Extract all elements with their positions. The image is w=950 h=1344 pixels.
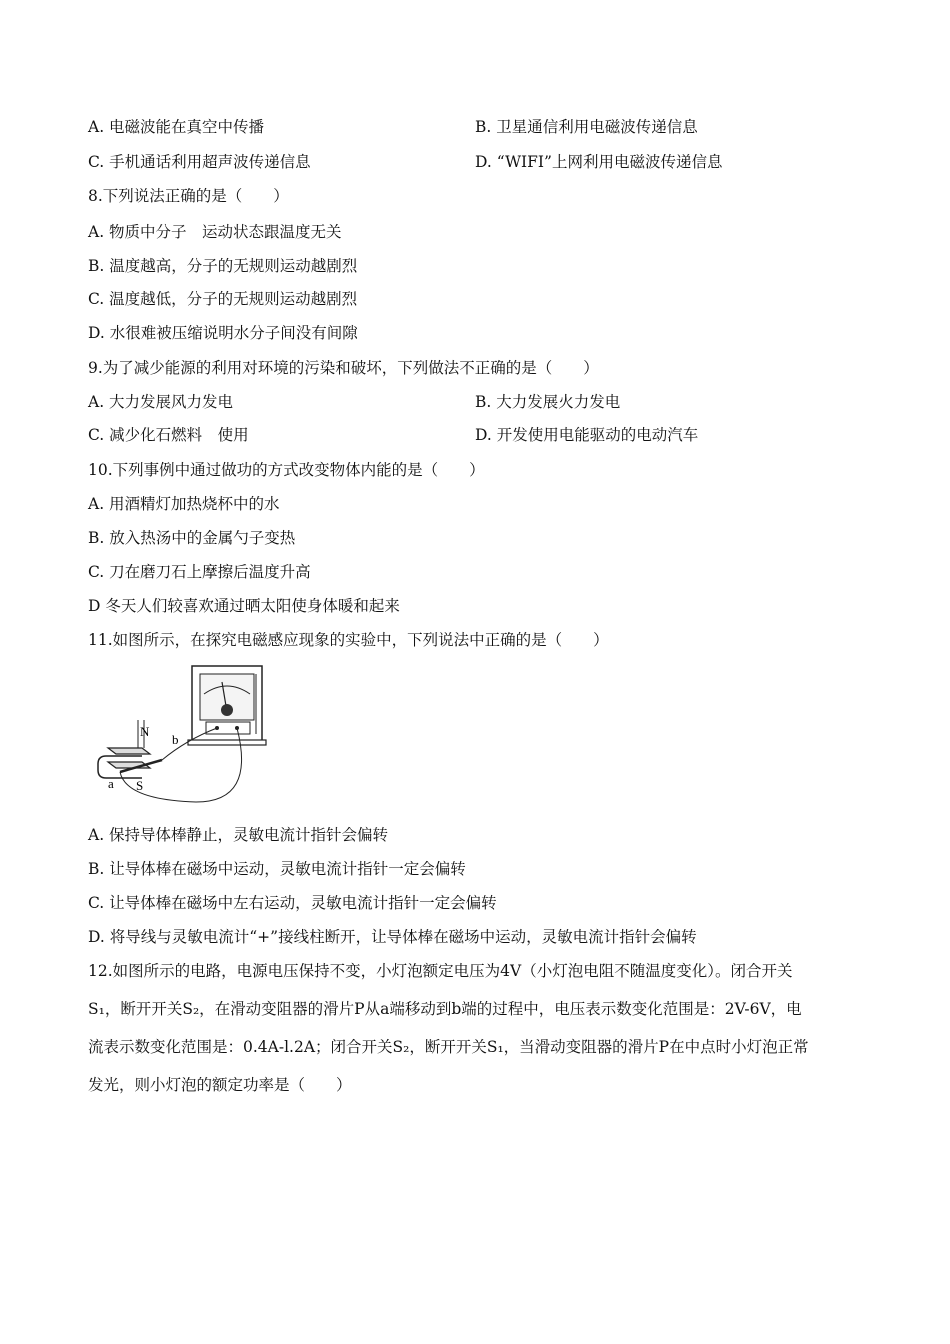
q9-stem: 9.为了减少能源的利用对环境的污染和破坏，下列做法不正确的是（ ） [88, 359, 599, 377]
q10-option-b: B. 放入热汤中的金属勺子变热 [88, 529, 296, 547]
q9-option-b: B. 大力发展火力发电 [475, 393, 621, 411]
q7-option-a: A. 电磁波能在真空中传播 [88, 118, 265, 136]
q7-option-d: D. “WIFI”上网利用电磁波传递信息 [475, 153, 723, 171]
q11-option-a: A. 保持导体棒静止，灵敏电流计指针会偏转 [88, 826, 389, 844]
electromagnetic-induction-figure [96, 660, 271, 806]
q10-option-c: C. 刀在磨刀石上摩擦后温度升高 [88, 563, 311, 581]
q8-option-c: C. 温度越低，分子的无规则运动越剧烈 [88, 290, 358, 308]
q12-line-4: 发光，则小灯泡的额定功率是（ ） [88, 1076, 352, 1094]
q8-stem: 8.下列说法正确的是（ ） [88, 187, 289, 205]
figure-label-s: S [136, 778, 144, 793]
q8-option-d: D. 水很难被压缩说明水分子间没有间隙 [88, 324, 358, 342]
q10-option-d: D 冬天人们较喜欢通过晒太阳使身体暖和起来 [88, 597, 400, 615]
q10-option-a: A. 用酒精灯加热烧杯中的水 [88, 495, 280, 513]
q11-stem: 11.如图所示，在探究电磁感应现象的实验中，下列说法中正确的是（ ） [88, 631, 609, 649]
q9-option-c: C. 减少化石燃料 使用 [88, 426, 249, 444]
q9-option-a: A. 大力发展风力发电 [88, 393, 234, 411]
q12-line-1: 12.如图所示的电路，电源电压保持不变，小灯泡额定电压为4V（小灯泡电阻不随温度变化）。闭合开关 [88, 962, 793, 980]
q8-option-a: A. 物质中分子 运动状态跟温度无关 [88, 223, 342, 241]
figure-label-n: N [140, 724, 150, 739]
q12-line-2: S₁，断开开关S₂，在滑动变阻器的滑片P从a端移动到b端的过程中，电压表示数变化范围是：2V-6V，电 [88, 1000, 802, 1018]
figure-label-b: b [172, 732, 179, 747]
q7-option-b: B. 卫星通信利用电磁波传递信息 [475, 118, 698, 136]
q11-option-d: D. 将导线与灵敏电流计“+”接线柱断开，让导体棒在磁场中运动，灵敏电流计指针会偏转 [88, 928, 697, 946]
q7-option-c: C. 手机通话利用超声波传递信息 [88, 153, 311, 171]
q11-option-c: C. 让导体棒在磁场中左右运动，灵敏电流计指针一定会偏转 [88, 894, 497, 912]
q12-line-3: 流表示数变化范围是：0.4A-l.2A；闭合开关S₂，断开开关S₁，当滑动变阻器的滑片P在中点时小灯泡正常 [88, 1038, 809, 1056]
q9-option-d: D. 开发使用电能驱动的电动汽车 [475, 426, 699, 444]
q8-option-b: B. 温度越高，分子的无规则运动越剧烈 [88, 257, 358, 275]
q10-stem: 10.下列事例中通过做功的方式改变物体内能的是（ ） [88, 461, 485, 479]
q11-option-b: B. 让导体棒在磁场中运动，灵敏电流计指针一定会偏转 [88, 860, 466, 878]
figure-label-a: a [108, 776, 114, 791]
